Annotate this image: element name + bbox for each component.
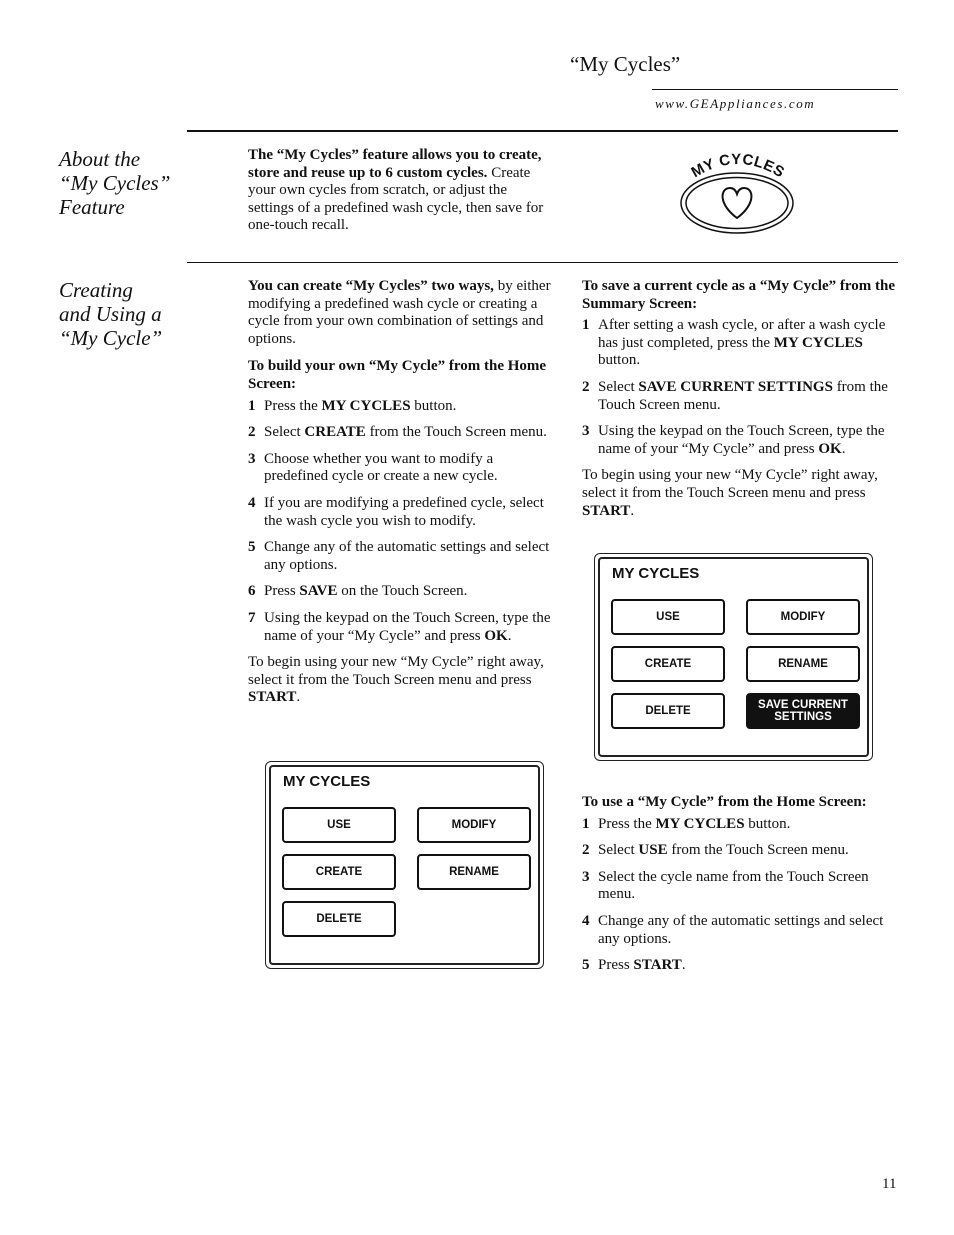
save-column	[582, 278, 898, 530]
creating-intro-text: by either modifying a predefined wash cycle or creating a cycle from your own combination of settings and options.	[248, 278, 551, 347]
step-item	[248, 451, 554, 486]
step-number: 2	[582, 842, 590, 859]
step-number: 5	[582, 957, 590, 974]
step-emphasis: MY CYCLES	[321, 397, 411, 414]
website-url: www.GEAppliances.com	[655, 96, 816, 111]
step-text-end: button.	[410, 397, 457, 414]
use-heading: To use a “My Cycle” from the Home Screen:	[582, 794, 867, 810]
step-text: Press the	[264, 397, 322, 414]
step-number: 1	[248, 397, 256, 414]
step-item	[582, 423, 898, 458]
step-item	[582, 842, 898, 860]
page-number: 11	[882, 1176, 897, 1192]
about-intro	[248, 147, 548, 235]
use-steps-list	[582, 816, 898, 975]
about-intro-bold: The “My Cycles” feature allows you to create, store and reuse up to 6 custom cycles.	[248, 147, 542, 181]
step-text: If you are modifying a predefined cycle, select the wash cycle you wish to modify.	[264, 494, 544, 529]
step-text-end: .	[841, 440, 846, 457]
step-item	[248, 398, 554, 416]
step-text: Press	[264, 583, 300, 600]
step-text-end: from the Touch Screen menu.	[667, 842, 849, 859]
creating-intro	[248, 278, 554, 348]
step-number: 1	[582, 317, 590, 334]
rename-button[interactable]: RENAME	[417, 854, 531, 890]
section-divider-top	[187, 130, 898, 132]
step-item	[582, 869, 898, 904]
build-heading: To build your own “My Cycle” from the Home Screen:	[248, 358, 547, 392]
step-emphasis: CREATE	[304, 424, 366, 441]
rename-button[interactable]: RENAME	[746, 646, 860, 682]
step-item	[248, 583, 554, 601]
step-item	[248, 610, 554, 645]
create-button[interactable]: CREATE	[611, 646, 725, 682]
step-number: 4	[248, 494, 256, 511]
step-text: After setting a wash cycle, or after a wash cycle has just completed, press the	[598, 317, 886, 351]
step-number: 2	[582, 378, 590, 395]
build-steps-list	[248, 398, 554, 646]
my-cycles-button-logo	[678, 146, 796, 238]
step-text: Select the cycle name from the Touch Screen menu.	[598, 868, 869, 903]
step-emphasis: OK	[484, 627, 508, 644]
step-text: Change any of the automatic settings and select any options.	[598, 912, 884, 947]
step-number: 5	[248, 539, 256, 556]
save-current-settings-button[interactable]: SAVE CURRENT SETTINGS	[746, 693, 860, 729]
creating-column	[248, 278, 554, 717]
step-item	[582, 317, 898, 370]
creating-section-heading: Creating and Using a “My Cycle”	[59, 278, 163, 350]
step-number: 3	[582, 868, 590, 885]
step-text-end: button.	[598, 352, 641, 369]
step-text-end: on the Touch Screen.	[337, 583, 468, 600]
step-number: 1	[582, 815, 590, 832]
my-cycles-logo-text: MY CYCLES	[688, 150, 788, 182]
step-text: Select	[598, 378, 639, 395]
step-text-end: from the Touch Screen menu.	[365, 424, 547, 441]
step-text: Select	[598, 842, 639, 859]
panel-title: MY CYCLES	[283, 773, 371, 790]
step-number: 3	[582, 423, 590, 440]
use-column	[582, 794, 898, 984]
touch-screen-panel-create	[265, 761, 544, 969]
heart-icon	[723, 188, 752, 218]
step-item	[582, 379, 898, 414]
about-intro-text: Create your own cycles from scratch, or adjust the settings of a predefined wash cycle, then save for one-touch recall.	[248, 164, 544, 234]
use-button[interactable]: USE	[611, 599, 725, 635]
step-number: 7	[248, 609, 256, 626]
save-begin-note: To begin using your new “My Cycle” right away, select it from the Touch Screen menu and press START.	[582, 467, 878, 519]
step-text: Press the	[598, 815, 656, 832]
creating-intro-bold: You can create “My Cycles” two ways,	[248, 278, 494, 294]
page-title: “My Cycles”	[570, 52, 681, 76]
panel-title: MY CYCLES	[612, 565, 700, 582]
step-text-end: button.	[744, 815, 791, 832]
step-text-end: .	[507, 627, 512, 644]
touch-screen-panel-save	[594, 553, 873, 761]
step-emphasis: USE	[638, 842, 668, 859]
use-button[interactable]: USE	[282, 807, 396, 843]
step-emphasis: MY CYCLES	[655, 815, 745, 832]
step-item	[582, 957, 898, 975]
modify-button[interactable]: MODIFY	[417, 807, 531, 843]
step-text: Select	[264, 424, 305, 441]
save-steps-list	[582, 317, 898, 458]
modify-button[interactable]: MODIFY	[746, 599, 860, 635]
delete-button[interactable]: DELETE	[282, 901, 396, 937]
step-item	[582, 816, 898, 834]
step-text: Change any of the automatic settings and select any options.	[264, 539, 550, 573]
step-emphasis: SAVE CURRENT SETTINGS	[638, 378, 833, 395]
step-item	[248, 495, 554, 530]
header-rule	[652, 89, 898, 90]
step-number: 4	[582, 912, 590, 929]
step-emphasis: MY CYCLES	[773, 334, 863, 351]
save-heading: To save a current cycle as a “My Cycle” from the Summary Screen:	[582, 278, 895, 312]
step-number: 3	[248, 450, 256, 467]
step-text: Using the keypad on the Touch Screen, type the name of your “My Cycle” and press	[598, 423, 885, 457]
step-text: Press	[598, 957, 634, 974]
step-item	[582, 913, 898, 948]
create-button[interactable]: CREATE	[282, 854, 396, 890]
step-emphasis: OK	[818, 440, 842, 457]
step-item	[248, 539, 554, 574]
step-text: Using the keypad on the Touch Screen, type the name of your “My Cycle” and press	[264, 609, 551, 644]
step-text-end: from the Touch Screen menu.	[598, 378, 888, 413]
step-emphasis: SAVE	[299, 583, 338, 600]
about-section-heading: About the “My Cycles” Feature	[59, 147, 171, 219]
delete-button[interactable]: DELETE	[611, 693, 725, 729]
section-divider-middle	[187, 262, 898, 263]
build-begin-note: To begin using your new “My Cycle” right away, select it from the Touch Screen menu and press START.	[248, 654, 544, 706]
step-text-end: .	[681, 957, 686, 974]
step-number: 2	[248, 424, 256, 441]
step-number: 6	[248, 583, 256, 600]
step-item	[248, 424, 554, 442]
step-text: Choose whether you want to modify a predefined cycle or create a new cycle.	[264, 450, 498, 485]
step-emphasis: START	[633, 957, 682, 974]
